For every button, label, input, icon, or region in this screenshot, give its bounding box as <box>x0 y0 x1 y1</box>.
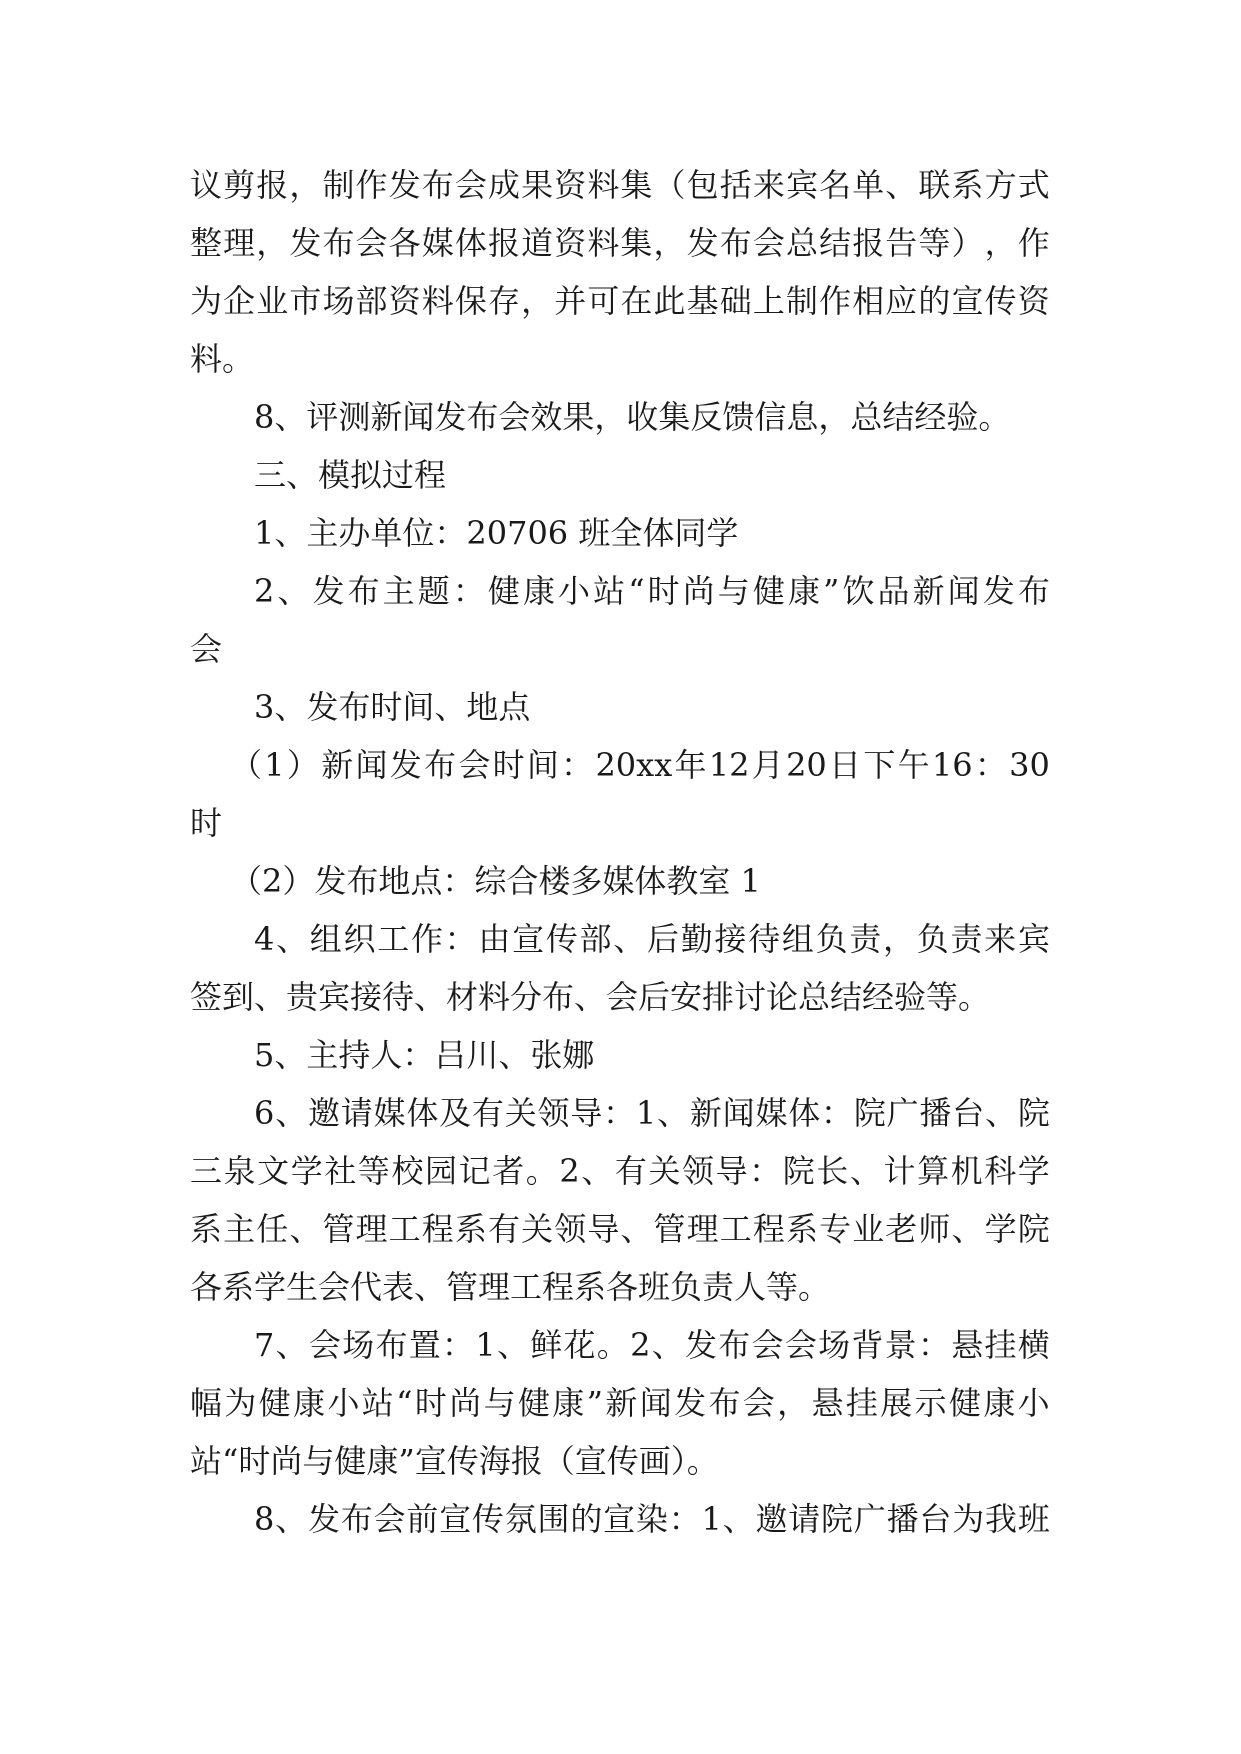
text-line: （ 1 ） 新 闻 发 布 会 时 间 ： 20xx 年 12 月 20 日 下 午 16 ： 30 <box>230 746 1050 784</box>
text-line: 系 主 任 、 管 理 工 程 系 有 关 领 导 、 管 理 工 程 系 专 业 老 师 、 学 院 <box>190 1210 1050 1248</box>
text-line: 会 <box>190 630 223 668</box>
text-line: 幅 为 健 康 小 站 “ 时 尚 与 健 康 ” 新 闻 发 布 会 ， 悬 挂 展 示 健 康 小 <box>190 1384 1050 1422</box>
text-line: 6 、 邀 请 媒 体 及 有 关 领 导 ： 1 、 新 闻 媒 体 ： 院 广 播 台 、 院 <box>254 1094 1050 1132</box>
text-line: 料。 <box>190 340 255 378</box>
text-line: 时 <box>190 804 223 842</box>
text-line: 3、发布时间、地点 <box>254 688 531 726</box>
text-line: 7 、 会 场 布 置 ： 1 、 鲜 花 。 2 、 发 布 会 会 场 背 景 ： 悬 挂 横 <box>254 1326 1050 1364</box>
text-line: （2）发布地点：综合楼多媒体教室 1 <box>230 862 761 900</box>
text-line: 8、评测新闻发布会效果，收集反馈信息，总结经验。 <box>254 398 1011 436</box>
text-line: 4 、 组 织 工 作 ： 由 宣 传 部 、 后 勤 接 待 组 负 责 ， 负 责 来 宾 <box>254 920 1050 958</box>
text-line: 为 企 业 市 场 部 资 料 保 存 ， 并 可 在 此 基 础 上 制 作 相 应 的 宣 传 资 <box>190 282 1050 320</box>
text-line: 1、主办单位：20706 班全体同学 <box>254 514 739 552</box>
section-heading: 三、模拟过程 <box>254 456 447 494</box>
text-line: 三 泉 文 学 社 等 校 园 记 者 。 2 、 有 关 领 导 ： 院 长 、 计 算 机 科 学 <box>190 1152 1050 1190</box>
text-line: 5、主持人：吕川、张娜 <box>254 1036 595 1074</box>
document-body <box>190 156 1050 1548</box>
text-line: 议 剪 报 ， 制 作 发 布 会 成 果 资 料 集 （ 包 括 来 宾 名 单 、 联 系 方 式 <box>190 166 1050 204</box>
text-line: 8 、 发 布 会 前 宣 传 氛 围 的 宣 染 ： 1 、 邀 请 院 广 播 台 为 我 班 <box>254 1500 1050 1538</box>
text-line: 签到、贵宾接待、材料分布、会后安排讨论总结经验等。 <box>190 978 991 1016</box>
text-line: 各系学生会代表、管理工程系各班负责人等。 <box>190 1268 831 1306</box>
text-line: 2 、 发 布 主 题 ： 健 康 小 站 “ 时 尚 与 健 康 ” 饮 品 新 闻 发 布 <box>254 572 1050 610</box>
text-line: 站“时尚与健康”宣传海报（宣传画）。 <box>190 1442 719 1480</box>
text-line: 整 理 ， 发 布 会 各 媒 体 报 道 资 料 集 ， 发 布 会 总 结 报 告 等 ） ， 作 <box>190 224 1050 262</box>
